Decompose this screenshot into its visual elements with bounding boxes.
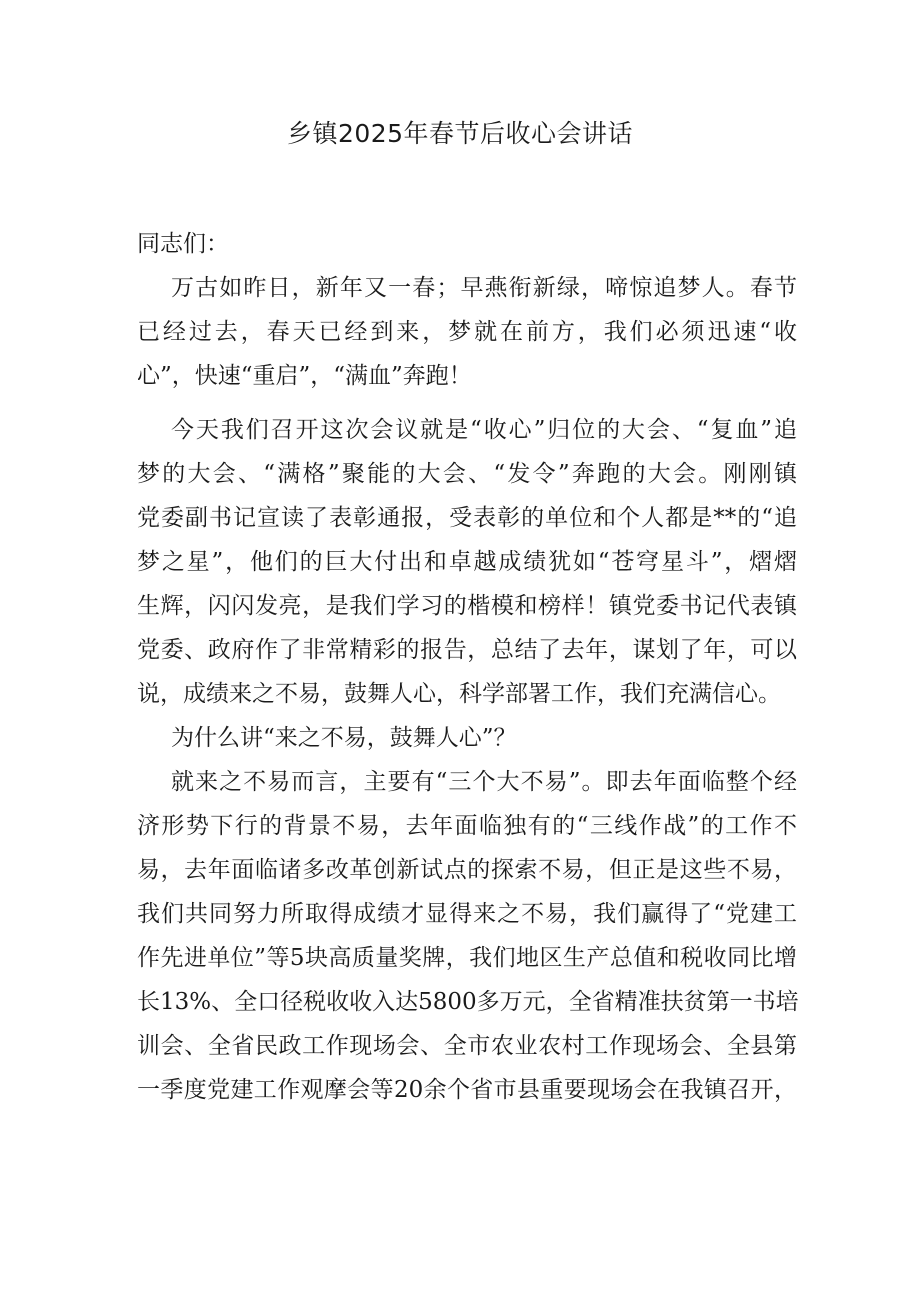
paragraph-2-line-3: 党委副书记宣读了表彰通报，受表彰的单位和个人都是**的“追 [137,505,797,531]
paragraph-4-line-2: 济形势下行的背景不易，去年面临独有的“三线作战”的工作不 [137,813,797,839]
paragraph-2-line-1: 今天我们召开这次会议就是“收心”归位的大会、“复血”追 [171,417,797,443]
paragraph-4-line-6: 长13%、全口径税收收入达5800多万元，全省精准扶贫第一书培 [137,989,799,1015]
salutation: 同志们： [137,231,229,257]
paragraph-4-line-4: 我们共同努力所取得成绩才显得来之不易，我们赢得了“党建工 [137,901,797,927]
document-body [137,222,797,1112]
paragraph-4-line-1: 就来之不易而言，主要有“三个大不易”。即去年面临整个经 [171,769,797,795]
paragraph-4-line-7: 训会、全省民政工作现场会、全市农业农村工作现场会、全县第 [137,1033,797,1059]
paragraph-2-line-2: 梦的大会、“满格”聚能的大会、“发令”奔跑的大会。刚刚镇 [137,461,797,487]
paragraph-1-line-3: 心”，快速“重启”，“满血”奔跑！ [137,363,472,389]
paragraph-4-line-8: 一季度党建工作观摩会等20余个省市县重要现场会在我镇召开， [137,1077,797,1103]
paragraph-2-line-4: 梦之星”，他们的巨大付出和卓越成绩犹如“苍穹星斗”，熠熠 [137,549,797,575]
paragraph-gap [137,398,797,408]
paragraph-1-line-1: 万古如昨日，新年又一春；早燕衔新绿，啼惊追梦人。春节 [171,275,797,301]
paragraph-2-line-7: 说，成绩来之不易，鼓舞人心，科学部署工作，我们充满信心。 [137,681,781,707]
paragraph-2-line-5: 生辉，闪闪发亮，是我们学习的楷模和榜样！镇党委书记代表镇 [137,593,797,619]
paragraph-2-line-6: 党委、政府作了非常精彩的报告，总结了去年，谋划了年，可以 [137,637,797,663]
document-title: 乡镇2025年春节后收心会讲话 [286,119,634,148]
paragraph-3-line-1: 为什么讲“来之不易，鼓舞人心”？ [171,725,517,751]
paragraph-4-line-5: 作先进单位”等5块高质量奖牌，我们地区生产总值和税收同比增 [137,945,797,971]
paragraph-1-line-2: 已经过去，春天已经到来，梦就在前方，我们必须迅速“收 [137,319,797,345]
paragraph-4-line-3: 易，去年面临诸多改革创新试点的探索不易，但正是这些不易， [137,857,797,883]
